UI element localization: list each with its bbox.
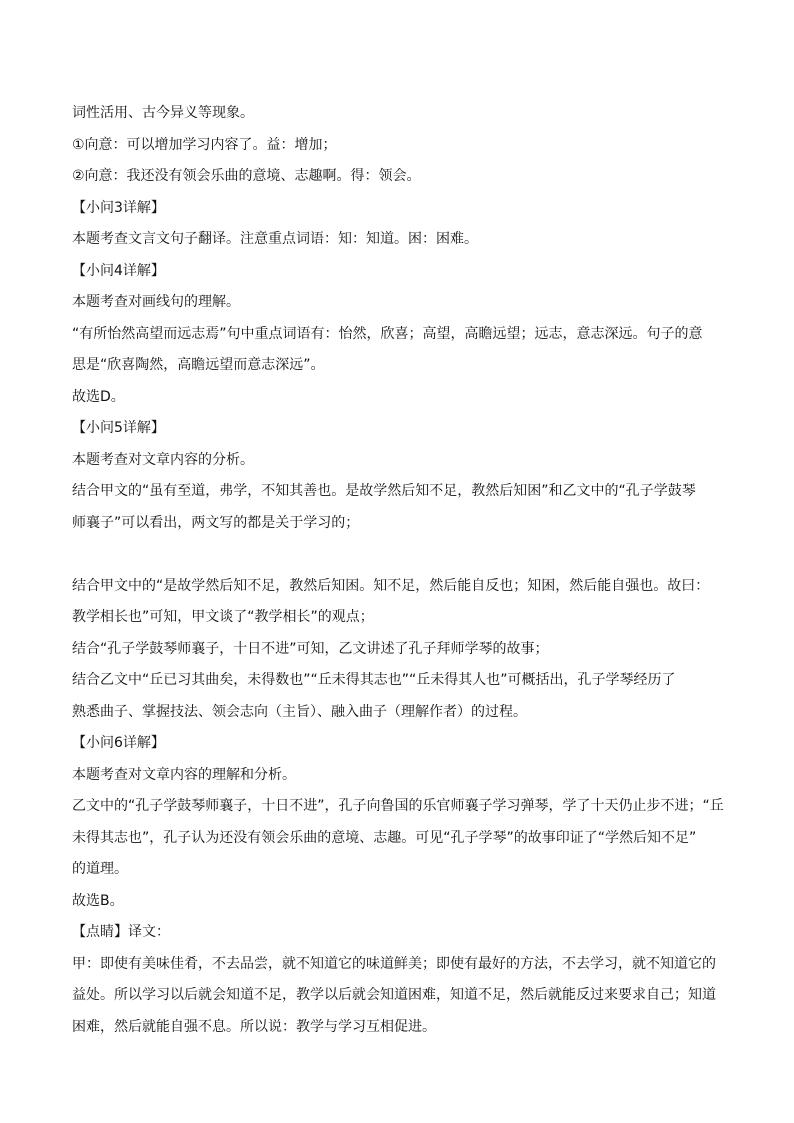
text-line: 本题考查对画线句的理解。: [72, 294, 240, 310]
text-line: 本题考查对文章内容的分析。: [72, 451, 254, 468]
text-line: 教学相长也”可知，甲文谈了“教学相长”的观点；: [72, 609, 374, 625]
answer-line: 故选B。: [72, 892, 124, 909]
section-heading: 【小问4详解】: [72, 262, 165, 279]
text-line: 未得其志也”，孔子认为还没有领会乐曲的意境、志趣。可见“孔子学琴”的故事印证了“学然后知不足”: [72, 829, 697, 846]
section-heading: 【小问6详解】: [72, 735, 165, 751]
text-line: 思是“欣喜陶然，高瞻远望而意志深远”。: [72, 357, 325, 373]
text-line: 的道理。: [72, 861, 128, 877]
section-heading: 【小问5详解】: [72, 420, 165, 436]
text-line: ①向意：可以增加学习内容了。益：增加；: [72, 136, 337, 153]
answer-line: 故选D。: [72, 388, 125, 405]
blank-line: [72, 539, 722, 571]
text-line: 本题考查文言文句子翻译。注意重点词语：知：知道。困：困难。: [72, 231, 478, 247]
document-page: [72, 98, 722, 1043]
text-line: 益处。所以学习以后就会知道不足，教学以后就会知道困难，知道不足，然后就能反过来要求自己；知道: [72, 987, 716, 1003]
text-line: ②向意：我还没有领会乐曲的意境、志趣啊。得：领会。: [72, 168, 421, 184]
section-heading: 【小问3详解】: [72, 199, 165, 216]
text-line: 词性活用、古今异义等现象。: [72, 105, 254, 121]
text-line: 本题考查对文章内容的理解和分析。: [72, 766, 296, 783]
text-line: 结合“孔子学鼓琴师襄子，十日不进”可知，乙文讲述了孔子拜师学琴的故事；: [72, 640, 549, 657]
text-line: 熟悉曲子、掌握技法、领会志向（主旨）、融入曲子（理解作者）的过程。: [72, 703, 527, 720]
section-heading: 【点睛】译文：: [72, 924, 170, 940]
text-line: 结合甲文的“虽有至道，弗学，不知其善也。是故学然后知不足，教然后知困”和乙文中的“孔子学鼓琴: [72, 483, 696, 499]
text-line: 师襄子”可以看出，两文写的都是关于学习的；: [72, 514, 360, 531]
text-line: 甲：即使有美味佳肴，不去品尝，就不知道它的味道鲜美；即使有最好的方法，不去学习，就不知道它的: [72, 955, 716, 972]
text-line: 乙文中的“孔子学鼓琴师襄子，十日不进”，孔子向鲁国的乐官师襄子学习弹琴，学了十天仍止步不进；“丘: [72, 798, 724, 814]
text-line: 困难，然后就能自强不息。所以说：教学与学习互相促进。: [72, 1018, 436, 1035]
text-line: “有所怡然高望而远志焉”句中重点词语有：怡然，欣喜；高望，高瞻远望；远志，意志深远。句子的意: [72, 325, 703, 342]
text-line: 结合甲文中的“是故学然后知不足，教然后知困。知不足，然后能自反也；知困，然后能自强也。故曰：: [72, 577, 710, 594]
text-line: 结合乙文中“丘已习其曲矣，未得数也”“丘未得其志也”“丘未得其人也”可概括出，孔子学琴经历了: [72, 672, 676, 688]
